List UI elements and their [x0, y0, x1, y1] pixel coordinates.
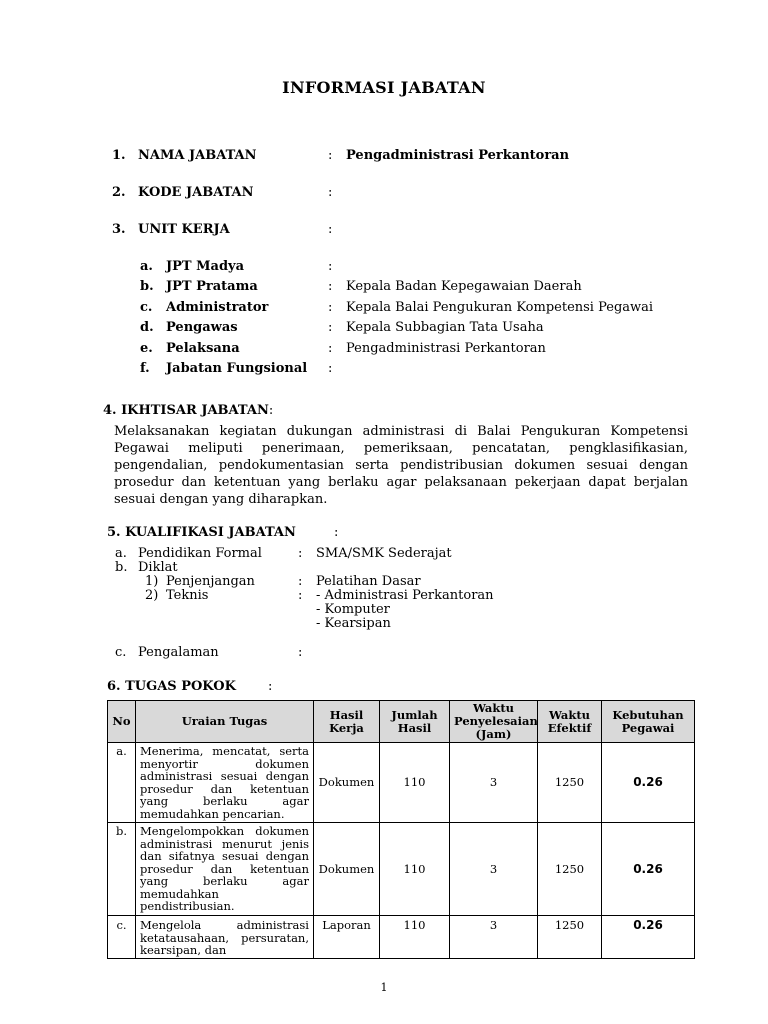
- teknis-item: - Administrasi Perkantoran: [316, 588, 494, 603]
- pengalaman-label: Pengalaman: [138, 645, 219, 660]
- row-uraian: Mengelompokkan dokumen administrasi menurut jenis dan sifatnya sesuai dengan prosedur dan ketentuan yang berlaku agar memudahkan pendistribusian.: [136, 823, 314, 916]
- teknis-label: Teknis: [166, 588, 209, 603]
- column-header-waktu: Waktu Penyelesaian (Jam): [450, 701, 538, 743]
- document-title: INFORMASI JABATAN: [282, 78, 486, 97]
- unit-kerja-label: Pelaksana: [166, 341, 240, 356]
- unit-kerja-letter: d.: [140, 320, 154, 335]
- unit-kerja-colon: :: [328, 279, 333, 294]
- row-efektif: 1250: [538, 743, 602, 823]
- row-waktu: 3: [450, 916, 538, 959]
- row-no: a.: [108, 743, 136, 823]
- kualifikasi-colon: :: [334, 525, 339, 540]
- unit-kerja-value: Kepala Subbagian Tata Usaha: [346, 320, 544, 335]
- unit-kerja-colon: :: [328, 300, 333, 315]
- unit-kerja-value: Kepala Badan Kepegawaian Daerah: [346, 279, 582, 294]
- tugas-colon: :: [268, 679, 273, 694]
- diklat-letter: b.: [115, 560, 128, 575]
- section-3-label: UNIT KERJA: [138, 222, 230, 237]
- row-jumlah: 110: [380, 823, 450, 916]
- ikhtisar-heading-row: [103, 403, 273, 418]
- teknis-number: 2): [145, 588, 159, 603]
- column-header-kebutuhan: Kebutuhan Pegawai: [602, 701, 695, 743]
- row-uraian: Mengelola administrasi ketatausahaan, persuratan, kearsipan, dan: [136, 916, 314, 959]
- pendidikan-colon: :: [298, 546, 303, 561]
- unit-kerja-label: Jabatan Fungsional: [166, 361, 308, 376]
- section-2-label: KODE JABATAN: [138, 185, 254, 200]
- ikhtisar-text: Melaksanakan kegiatan dukungan administrasi di Balai Pengukuran Kompetensi Pegawai meliputi penerimaan, pemeriksaan, pencatatan, pengklasifikasian, pengendalian, pendokumentasian serta pendistribusian dokumen sesuai dengan prosedur dan ketentuan yang berlaku agar pelaksanaan pekerjaan dapat berjalan sesuai dengan yang diharapkan.: [114, 424, 688, 507]
- unit-kerja-label: Administrator: [166, 300, 269, 315]
- penjenjangan-label: Penjenjangan: [166, 574, 255, 589]
- row-no: c.: [108, 916, 136, 959]
- table-row: [108, 916, 695, 959]
- ikhtisar-heading: 4. IKHTISAR JABATAN: [103, 403, 269, 418]
- unit-kerja-label: JPT Madya: [166, 259, 245, 274]
- row-efektif: 1250: [538, 823, 602, 916]
- row-no: b.: [108, 823, 136, 916]
- section-2-colon: :: [328, 185, 333, 200]
- section-1-number: 1.: [112, 148, 126, 163]
- unit-kerja-colon: :: [328, 341, 333, 356]
- unit-kerja-letter: f.: [140, 361, 150, 376]
- unit-kerja-letter: c.: [140, 300, 153, 315]
- section-2-number: 2.: [112, 185, 126, 200]
- ikhtisar-colon: :: [268, 403, 274, 418]
- kualifikasi-heading: 5. KUALIFIKASI JABATAN: [107, 525, 296, 540]
- row-jumlah: 110: [380, 743, 450, 823]
- row-waktu: 3: [450, 823, 538, 916]
- pendidikan-letter: a.: [115, 546, 127, 561]
- row-hasil: Dokumen: [314, 743, 380, 823]
- row-kebutuhan: 0.26: [602, 743, 695, 823]
- section-1-value: Pengadministrasi Perkantoran: [346, 148, 570, 163]
- penjenjangan-value: Pelatihan Dasar: [316, 574, 421, 589]
- unit-kerja-value: Pengadministrasi Perkantoran: [346, 341, 546, 356]
- pengalaman-letter: c.: [115, 645, 127, 660]
- unit-kerja-letter: a.: [140, 259, 153, 274]
- unit-kerja-colon: :: [328, 361, 333, 376]
- teknis-item: - Komputer: [316, 602, 390, 617]
- unit-kerja-value: Kepala Balai Pengukuran Kompetensi Pegawai: [346, 300, 654, 315]
- section-3-colon: :: [328, 222, 333, 237]
- row-hasil: Dokumen: [314, 823, 380, 916]
- column-header-jumlah: Jumlah Hasil: [380, 701, 450, 743]
- diklat-label: Diklat: [138, 560, 178, 575]
- unit-kerja-letter: e.: [140, 341, 153, 356]
- pengalaman-colon: :: [298, 645, 303, 660]
- unit-kerja-colon: :: [328, 320, 333, 335]
- row-efektif: 1250: [538, 916, 602, 959]
- row-hasil: Laporan: [314, 916, 380, 959]
- row-jumlah: 110: [380, 916, 450, 959]
- pendidikan-label: Pendidikan Formal: [138, 546, 262, 561]
- unit-kerja-colon: :: [328, 259, 333, 274]
- penjenjangan-colon: :: [298, 574, 303, 589]
- page-number: 1: [380, 981, 388, 994]
- teknis-item: - Kearsipan: [316, 616, 391, 631]
- unit-kerja-label: Pengawas: [166, 320, 238, 335]
- section-1-label: NAMA JABATAN: [138, 148, 257, 163]
- teknis-colon: :: [298, 588, 303, 603]
- row-waktu: 3: [450, 743, 538, 823]
- section-1-colon: :: [328, 148, 333, 163]
- unit-kerja-label: JPT Pratama: [166, 279, 258, 294]
- pendidikan-value: SMA/SMK Sederajat: [316, 546, 452, 561]
- column-header-no: No: [108, 701, 136, 743]
- column-header-efektif: Waktu Efektif: [538, 701, 602, 743]
- table-row: [108, 743, 695, 823]
- table-row: [108, 823, 695, 916]
- row-kebutuhan: 0.26: [602, 823, 695, 916]
- penjenjangan-number: 1): [145, 574, 159, 589]
- column-header-uraian: Uraian Tugas: [136, 701, 314, 743]
- section-3-number: 3.: [112, 222, 126, 237]
- column-header-hasil: Hasil Kerja: [314, 701, 380, 743]
- table-header-row: [108, 701, 695, 743]
- row-kebutuhan: 0.26: [602, 916, 695, 959]
- tugas-heading: 6. TUGAS POKOK: [107, 679, 236, 694]
- unit-kerja-letter: b.: [140, 279, 154, 294]
- tugas-pokok-table: [107, 700, 695, 959]
- row-uraian: Menerima, mencatat, serta menyortir dokumen administrasi sesuai dengan prosedur dan ketentuan yang berlaku agar memudahkan pencarian.: [136, 743, 314, 823]
